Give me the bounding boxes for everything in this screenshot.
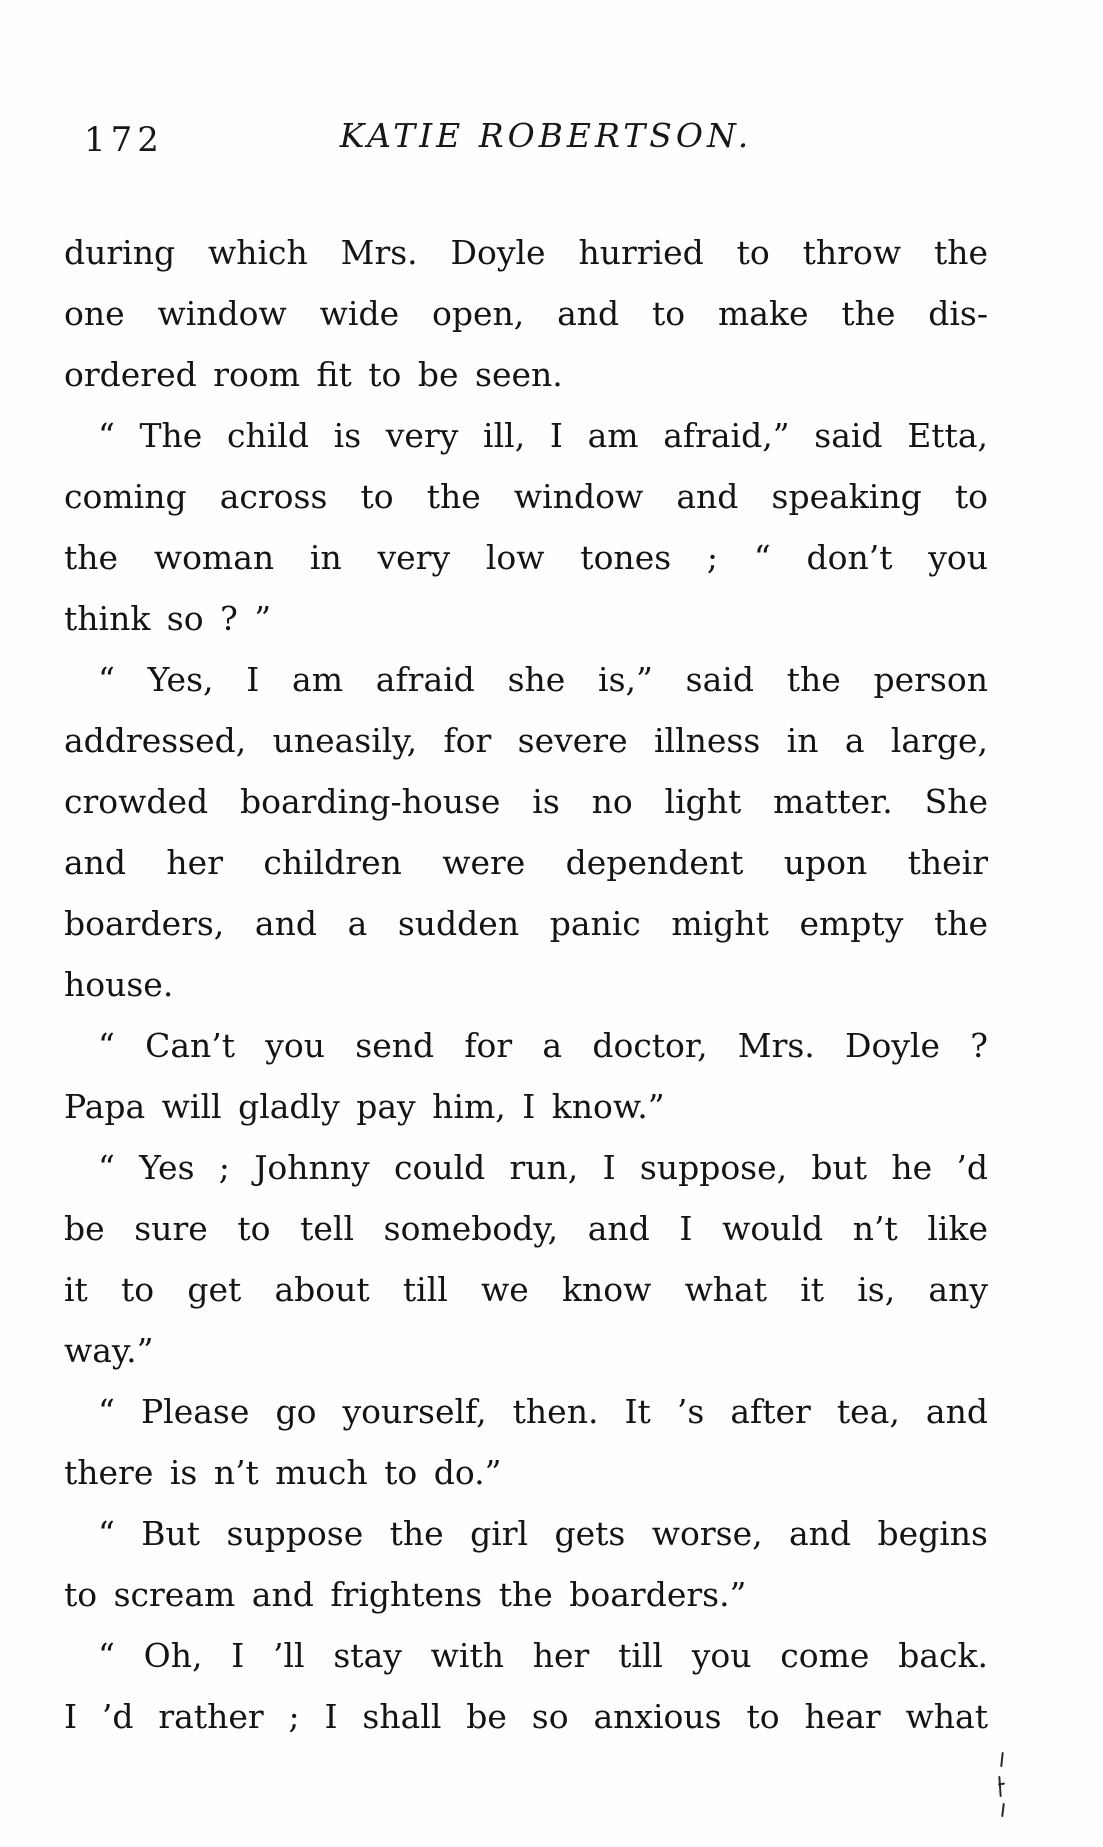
text-line: “ Yes ; Johnny could run, I suppose, but he ’d	[98, 1148, 988, 1187]
text-line: coming across to the window and speaking to	[64, 477, 988, 516]
text-line: addressed, uneasily, for severe illness in a large,	[64, 721, 988, 760]
text-line: “ The child is very ill, I am afraid,” said Etta,	[98, 416, 988, 455]
text-line: it to get about till we know what it is, any	[64, 1270, 988, 1309]
text-line: boarders, and a sudden panic might empty the	[64, 904, 988, 943]
text-line: there is n’t much to do.”	[64, 1453, 502, 1492]
text-line: the woman in very low tones ; “ don’t you	[64, 538, 988, 577]
text-line: “ Can’t you send for a doctor, Mrs. Doyle ?	[98, 1026, 988, 1065]
text-line: house.	[64, 965, 174, 1004]
text-line: crowded boarding-house is no light matter. She	[64, 782, 988, 821]
text-line: one window wide open, and to make the dis-	[64, 294, 988, 333]
text-line: way.”	[64, 1331, 154, 1370]
text-line: think so ? ”	[64, 599, 272, 638]
scan-artifact	[996, 1750, 1008, 1822]
running-head: KATIE ROBERTSON.	[339, 116, 753, 155]
text-line: I ’d rather ; I shall be so anxious to hear what	[64, 1697, 988, 1736]
text-line: ordered room fit to be seen.	[64, 355, 563, 394]
text-line: to scream and frightens the boarders.”	[64, 1575, 747, 1614]
text-line: during which Mrs. Doyle hurried to throw the	[64, 233, 988, 272]
text-line: “ Please go yourself, then. It ’s after tea, and	[98, 1392, 988, 1431]
page-text-block	[64, 222, 988, 1747]
text-line: Papa will gladly pay him, I know.”	[64, 1087, 665, 1126]
text-line: “ Yes, I am afraid she is,” said the person	[98, 660, 988, 699]
text-line: be sure to tell somebody, and I would n’t like	[64, 1209, 988, 1248]
text-line: and her children were dependent upon their	[64, 843, 988, 882]
text-line: “ But suppose the girl gets worse, and begins	[98, 1514, 988, 1553]
page-number: 172	[84, 120, 164, 160]
text-line: “ Oh, I ’ll stay with her till you come back.	[98, 1636, 988, 1675]
